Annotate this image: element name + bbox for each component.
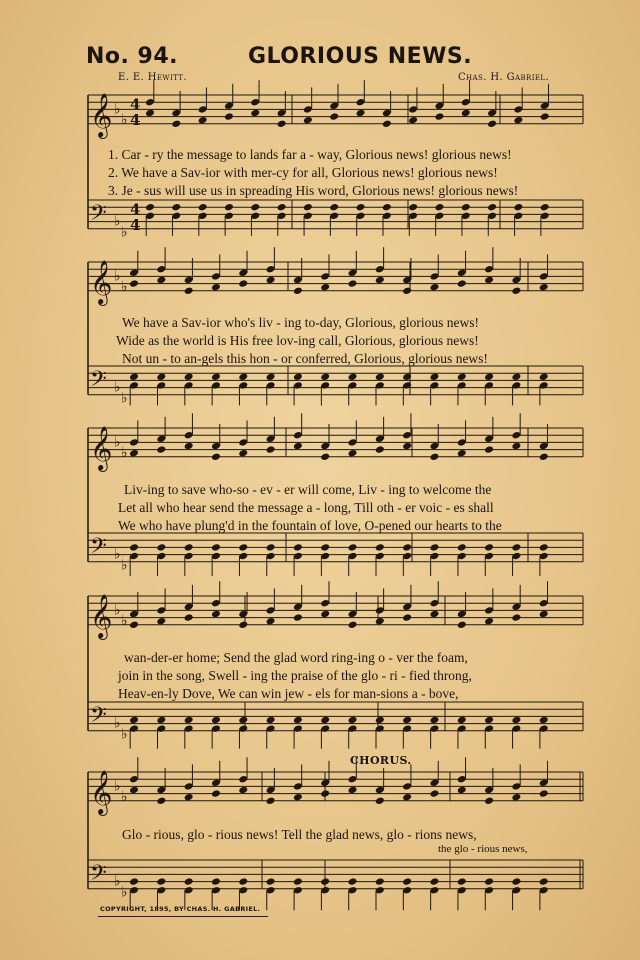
bass-clef-icon: 𝄢 (90, 201, 107, 231)
note-head (238, 543, 248, 552)
note-head (539, 877, 549, 886)
note-head (382, 203, 392, 212)
note-head (129, 543, 139, 552)
note-head (266, 373, 276, 382)
composer-credit: Chas. H. Gabriel. (458, 72, 550, 83)
chorus-label: CHORUS. (350, 754, 412, 767)
note-head (539, 283, 549, 292)
note-head (224, 112, 234, 121)
treble-clef-icon: 𝄞 (90, 770, 113, 814)
lyric-line: join in the song, Swell - ing the praise of the glo - ri - fied throng, (118, 668, 472, 683)
note-head (211, 453, 221, 462)
note-head (513, 116, 523, 125)
lyric-line: wan-der-er home; Send the glad word ring-ing o - ver the foam, (124, 650, 468, 665)
note-head (293, 543, 303, 552)
bass-clef-icon: 𝄢 (90, 703, 107, 733)
note-head (348, 716, 358, 725)
note-head (156, 877, 166, 886)
note-head (457, 786, 467, 795)
note-head (211, 789, 221, 798)
note-head (429, 789, 439, 798)
note-head (348, 543, 358, 552)
flat-icon: ♭ (121, 445, 128, 462)
note-head (198, 203, 208, 212)
note-head (303, 116, 313, 125)
copyright-rule (98, 916, 268, 917)
note-head (511, 373, 521, 382)
note-head (457, 716, 467, 725)
note-head (511, 793, 521, 802)
note-head (171, 203, 181, 212)
note-head (348, 877, 358, 886)
note-head (145, 203, 155, 212)
flat-icon: ♭ (121, 726, 128, 743)
note-head (293, 793, 303, 802)
note-head (487, 203, 497, 212)
note-head (129, 786, 139, 795)
bass-clef-icon: 𝄢 (90, 534, 107, 564)
note-head (434, 203, 444, 212)
flat-icon: ♭ (114, 379, 121, 396)
flat-icon: ♭ (121, 224, 128, 241)
note-head (484, 716, 494, 725)
treble-clef-icon: 𝄞 (90, 260, 113, 304)
note-head (129, 877, 139, 886)
note-head (184, 613, 194, 622)
note-head (129, 279, 139, 288)
note-head (434, 112, 444, 121)
note-head (266, 797, 276, 806)
note-head (277, 120, 287, 129)
note-head (511, 716, 521, 725)
note-head (293, 716, 303, 725)
note-head (129, 449, 139, 458)
note-head (356, 203, 366, 212)
note-head (293, 877, 303, 886)
note-head (320, 610, 330, 619)
note-head (539, 716, 549, 725)
note-head (402, 373, 412, 382)
note-head (457, 877, 467, 886)
note-head (484, 276, 494, 285)
note-head (402, 442, 412, 451)
note-head (156, 276, 166, 285)
note-head (375, 445, 385, 454)
note-head (457, 449, 467, 458)
lyric-line: 3. Je - sus will use us in spreading His word, Glorious news! glorious news! (108, 183, 519, 198)
note-head (211, 716, 221, 725)
time-signature-top: 4 (130, 95, 141, 114)
note-head (429, 373, 439, 382)
note-head (348, 373, 358, 382)
note-head (429, 610, 439, 619)
note-head (513, 203, 523, 212)
note-head (511, 613, 521, 622)
note-head (375, 543, 385, 552)
note-head (198, 116, 208, 125)
note-head (348, 279, 358, 288)
note-head (184, 287, 194, 296)
note-head (356, 109, 366, 118)
note-head (540, 112, 550, 121)
treble-clef-icon: 𝄞 (90, 426, 113, 470)
note-head (539, 453, 549, 462)
note-head (329, 203, 339, 212)
note-head (457, 621, 467, 630)
note-head (539, 789, 549, 798)
flat-icon: ♭ (121, 112, 128, 129)
note-head (429, 716, 439, 725)
note-head (402, 716, 412, 725)
bass-clef-icon: 𝄢 (90, 861, 107, 891)
flat-icon: ♭ (121, 884, 128, 901)
note-head (250, 109, 260, 118)
lyric-line: 2. We have a Sav-ior with mer-cy for all, Glorious news! glorious news! (108, 165, 498, 180)
note-head (348, 786, 358, 795)
note-head (375, 877, 385, 886)
note-head (156, 716, 166, 725)
note-head (457, 373, 467, 382)
note-head (429, 453, 439, 462)
note-head (266, 877, 276, 886)
note-head (511, 543, 521, 552)
lyricist-credit: E. E. Hewitt. (118, 72, 187, 83)
note-head (250, 203, 260, 212)
note-head (303, 203, 313, 212)
copyright-notice: COPYRIGHT, 1895, BY CHAS. H. GABRIEL. (100, 905, 261, 913)
note-head (511, 287, 521, 296)
note-head (184, 543, 194, 552)
note-head (320, 877, 330, 886)
treble-clef-icon: 𝄞 (90, 93, 113, 137)
time-signature-top: 4 (130, 200, 141, 219)
note-head (129, 621, 139, 630)
note-head (238, 716, 248, 725)
note-head (402, 613, 412, 622)
note-head (224, 203, 234, 212)
flat-icon: ♭ (114, 213, 121, 230)
note-head (238, 621, 248, 630)
flat-icon: ♭ (114, 602, 121, 619)
note-head (156, 617, 166, 626)
note-head (293, 373, 303, 382)
note-head (320, 543, 330, 552)
note-head (429, 543, 439, 552)
note-head (484, 797, 494, 806)
note-head (511, 442, 521, 451)
note-head (266, 716, 276, 725)
note-head (484, 445, 494, 454)
lyric-line: We have a Sav-ior who's liv - ing to-day, Glorious, glorious news! (122, 315, 480, 330)
time-signature-bottom: 4 (130, 215, 141, 234)
note-head (211, 283, 221, 292)
note-head (293, 442, 303, 451)
note-head (238, 449, 248, 458)
note-head (238, 877, 248, 886)
note-head (184, 373, 194, 382)
note-head (277, 203, 287, 212)
note-head (238, 279, 248, 288)
note-head (156, 445, 166, 454)
note-head (408, 203, 418, 212)
flat-icon: ♭ (114, 873, 121, 890)
note-head (539, 543, 549, 552)
flat-icon: ♭ (114, 546, 121, 563)
note-head (184, 793, 194, 802)
note-head (320, 283, 330, 292)
note-head (402, 877, 412, 886)
note-head (382, 120, 392, 129)
note-head (320, 789, 330, 798)
note-head (320, 716, 330, 725)
note-head (211, 610, 221, 619)
treble-clef-icon: 𝄞 (90, 594, 113, 638)
note-head (402, 543, 412, 552)
note-head (266, 445, 276, 454)
note-head (266, 276, 276, 285)
note-head (348, 449, 358, 458)
note-head (156, 543, 166, 552)
note-head (156, 373, 166, 382)
note-head (375, 716, 385, 725)
note-head (484, 373, 494, 382)
note-head (293, 287, 303, 296)
flat-icon: ♭ (114, 715, 121, 732)
lyric-line: We who have plung'd in the fountain of love, O-pened our hearts to the (118, 518, 502, 533)
note-head (402, 287, 412, 296)
note-head (461, 203, 471, 212)
note-head (487, 120, 497, 129)
lyric-line: Wide as the world is His free lov-ing call, Glorious, glorious news! (116, 333, 479, 348)
bass-lyric-line: the glo - rious news, (438, 843, 528, 855)
note-head (266, 617, 276, 626)
note-head (539, 610, 549, 619)
note-head (429, 877, 439, 886)
note-head (484, 617, 494, 626)
flat-icon: ♭ (121, 613, 128, 630)
note-head (266, 543, 276, 552)
note-head (461, 109, 471, 118)
note-head (375, 617, 385, 626)
note-head (171, 120, 181, 129)
flat-icon: ♭ (114, 101, 121, 118)
note-head (348, 621, 358, 630)
note-head (184, 877, 194, 886)
lyric-line: Glo - rious, glo - rious news! Tell the glad news, glo - rions news, (122, 827, 477, 842)
flat-icon: ♭ (121, 390, 128, 407)
flat-icon: ♭ (114, 434, 121, 451)
note-head (484, 543, 494, 552)
flat-icon: ♭ (114, 778, 121, 795)
lyric-line: Liv-ing to save who-so - ev - er will come, Liv - ing to welcome the (124, 482, 492, 497)
note-head (320, 373, 330, 382)
flat-icon: ♭ (121, 789, 128, 806)
flat-icon: ♭ (121, 279, 128, 296)
note-head (540, 203, 550, 212)
note-head (511, 877, 521, 886)
hymn-title: GLORIOUS NEWS. (248, 44, 473, 69)
note-head (320, 453, 330, 462)
note-head (457, 279, 467, 288)
note-head (184, 442, 194, 451)
note-head (184, 716, 194, 725)
lyric-line: 1. Car - ry the message to lands far a - way, Glorious news! glorious news! (108, 147, 512, 162)
lyric-line: Heav-en-ly Dove, We can win jew - els for man-sions a - bove, (118, 686, 459, 701)
flat-icon: ♭ (121, 557, 128, 574)
lyric-line: Not un - to an-gels this hon - or conferred, Glorious, glorious news! (122, 351, 488, 366)
time-signature-bottom: 4 (130, 110, 141, 129)
note-head (293, 613, 303, 622)
note-head (402, 793, 412, 802)
note-head (539, 373, 549, 382)
note-head (211, 373, 221, 382)
note-head (429, 283, 439, 292)
bass-clef-icon: 𝄢 (90, 367, 107, 397)
note-head (238, 786, 248, 795)
note-head (329, 112, 339, 121)
flat-icon: ♭ (114, 268, 121, 285)
note-head (129, 716, 139, 725)
note-head (375, 797, 385, 806)
note-head (129, 373, 139, 382)
note-head (238, 373, 248, 382)
lyric-line: Let all who hear send the message a - long, Till oth - er voic - es shall (118, 500, 494, 515)
note-head (211, 543, 221, 552)
note-head (375, 373, 385, 382)
note-head (375, 276, 385, 285)
note-head (408, 116, 418, 125)
note-head (211, 877, 221, 886)
note-head (156, 797, 166, 806)
hymn-number: No. 94. (86, 44, 179, 69)
note-head (457, 543, 467, 552)
note-head (484, 877, 494, 886)
note-head (145, 109, 155, 118)
